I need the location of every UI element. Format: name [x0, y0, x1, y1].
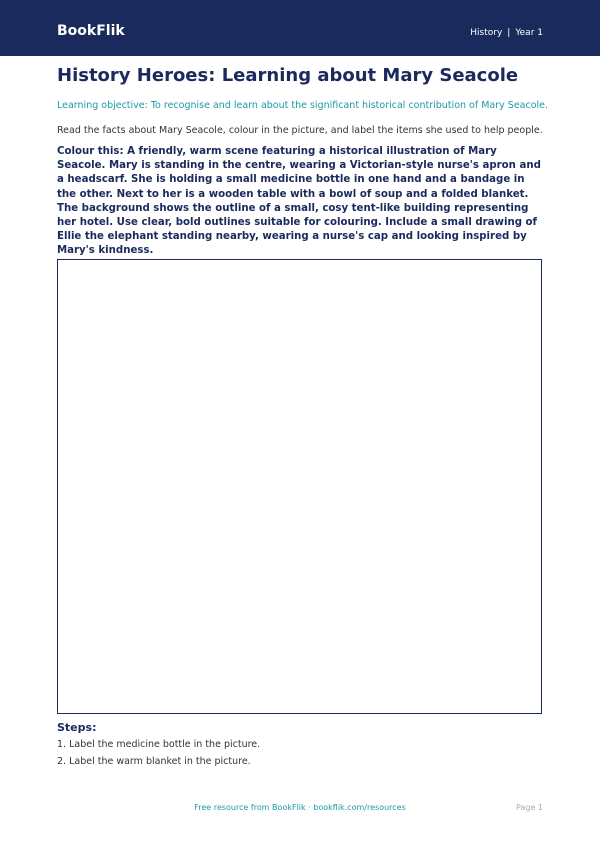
page-number: Page 1: [516, 803, 543, 812]
header-meta: [470, 28, 543, 38]
year-label: Year 1: [515, 28, 543, 38]
step-item: 1. Label the medicine bottle in the picture.: [57, 739, 261, 750]
step-item: 2. Label the warm blanket in the picture.: [57, 756, 251, 767]
subject-label: History: [470, 28, 503, 38]
footer-source-link[interactable]: Free resource from BookFlik · bookflik.com/resources: [194, 803, 406, 812]
header-bar: [0, 0, 600, 56]
colour-prompt: Colour this: A friendly, warm scene featuring a historical illustration of Mary Seacole. Mary is standing in the centre, wearing a Victorian-style nurse's apron and a headscarf. She is holding a small medicine bottle in one hand and a bandage in the other. Next to her is a wooden table with a bowl of soup and a folded blanket. The background shows the outline of a small, cosy tent-like building representing her hotel. Use clear, bold outlines suitable for colouring. Include a small drawing of Ellie the elephant standing nearby, wearing a nurse's cap and looking inspired by Mary's kindness.: [57, 146, 541, 257]
header-separator: |: [507, 28, 511, 38]
steps-list: [57, 739, 260, 773]
page-title: History Heroes: Learning about Mary Seacole: [57, 65, 519, 86]
learning-objective: Learning objective: To recognise and learn about the significant historical contribution of Mary Seacole.: [57, 100, 549, 111]
intro-text: Read the facts about Mary Seacole, colour in the picture, and label the items she used to help people.: [57, 125, 543, 136]
steps-heading: Steps:: [57, 721, 97, 734]
brand-logo[interactable]: BookFlik: [57, 23, 125, 39]
colouring-area[interactable]: [57, 259, 542, 714]
